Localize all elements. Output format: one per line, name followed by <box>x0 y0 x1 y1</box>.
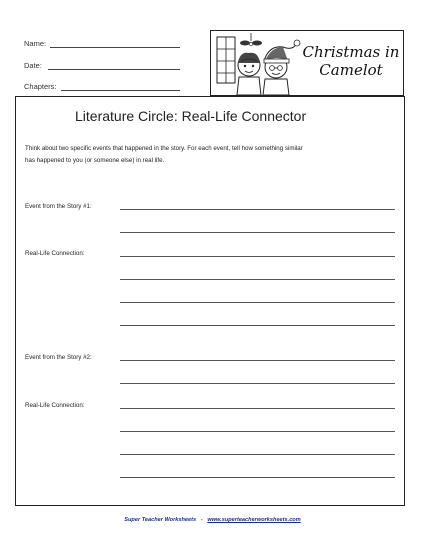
footer-link[interactable]: www.superteacherworksheets.com <box>207 517 301 523</box>
connection1-line-4[interactable] <box>120 325 395 326</box>
footer <box>0 517 425 523</box>
book-title-line1: Christmas in <box>302 43 400 61</box>
event2-label: Event from the Story #2: <box>25 354 92 361</box>
event2-line-1[interactable] <box>120 360 395 361</box>
connection1-line-3[interactable] <box>120 302 395 303</box>
connection1-line-1[interactable] <box>120 256 395 257</box>
instructions <box>25 143 405 167</box>
event1-line-1[interactable] <box>120 209 395 210</box>
date-line[interactable] <box>48 69 180 70</box>
connection1-label: Real-Life Connection: <box>25 250 85 257</box>
name-label: Name: <box>24 39 47 48</box>
instructions-line2: has happened to you (or someone else) in real life. <box>25 157 165 164</box>
book-title <box>301 43 401 79</box>
connection2-line-1[interactable] <box>120 408 395 409</box>
worksheet-title: Literature Circle: Real-Life Connector <box>75 108 307 124</box>
chapters-label: Chapters: <box>24 82 57 91</box>
event1-line-2[interactable] <box>120 232 395 233</box>
event1-label: Event from the Story #1: <box>25 203 92 210</box>
connection2-line-3[interactable] <box>120 454 395 455</box>
event2-line-2[interactable] <box>120 383 395 384</box>
chapters-line[interactable] <box>61 90 180 91</box>
connection2-line-4[interactable] <box>120 477 395 478</box>
book-title-line2: Camelot <box>319 61 383 79</box>
footer-separator: - <box>200 517 203 523</box>
book-title-box <box>210 30 404 96</box>
instructions-line1: Think about two specific events that happened in the story. For each event, tell how something similar <box>25 145 303 152</box>
connection2-label: Real-Life Connection: <box>25 402 85 409</box>
name-line[interactable] <box>50 47 180 48</box>
connection1-line-2[interactable] <box>120 279 395 280</box>
date-label: Date: <box>24 61 42 70</box>
kids-illustration-icon <box>211 31 303 95</box>
connection2-line-2[interactable] <box>120 431 395 432</box>
footer-brand: Super Teacher Worksheets <box>124 517 197 523</box>
